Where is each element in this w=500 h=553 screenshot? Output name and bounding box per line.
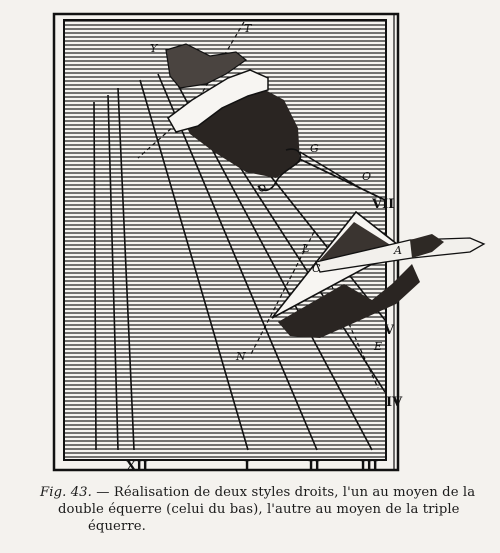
figure-number: Fig. 43.	[40, 485, 92, 500]
point-label-g: G	[310, 142, 319, 155]
point-label-n: N	[236, 350, 246, 363]
point-label-o: O	[362, 170, 372, 183]
hour-label-xii: XII	[126, 459, 149, 474]
hour-label-vii: VII	[372, 197, 395, 212]
hour-label-iii: III	[360, 459, 379, 474]
hour-label-ii: II	[308, 459, 321, 474]
hour-label-v: V	[384, 323, 395, 338]
point-label-e: E	[374, 340, 383, 353]
point-label-t: T	[244, 22, 252, 35]
point-label-l: L	[302, 242, 310, 255]
caption-line-3: équerre.	[88, 519, 146, 534]
figure-caption	[40, 484, 490, 535]
point-label-c: C	[312, 262, 321, 275]
hour-label-i: I	[244, 459, 251, 474]
caption-line-1: — Réalisation de deux styles droits, l'un au moyen de la	[91, 485, 476, 500]
point-label-a: A	[394, 244, 402, 257]
caption-line-2: double équerre (celui du bas), l'autre au moyen de la triple	[58, 502, 460, 517]
point-label-y: Y	[150, 42, 158, 55]
hour-label-iv: IV	[386, 395, 403, 410]
